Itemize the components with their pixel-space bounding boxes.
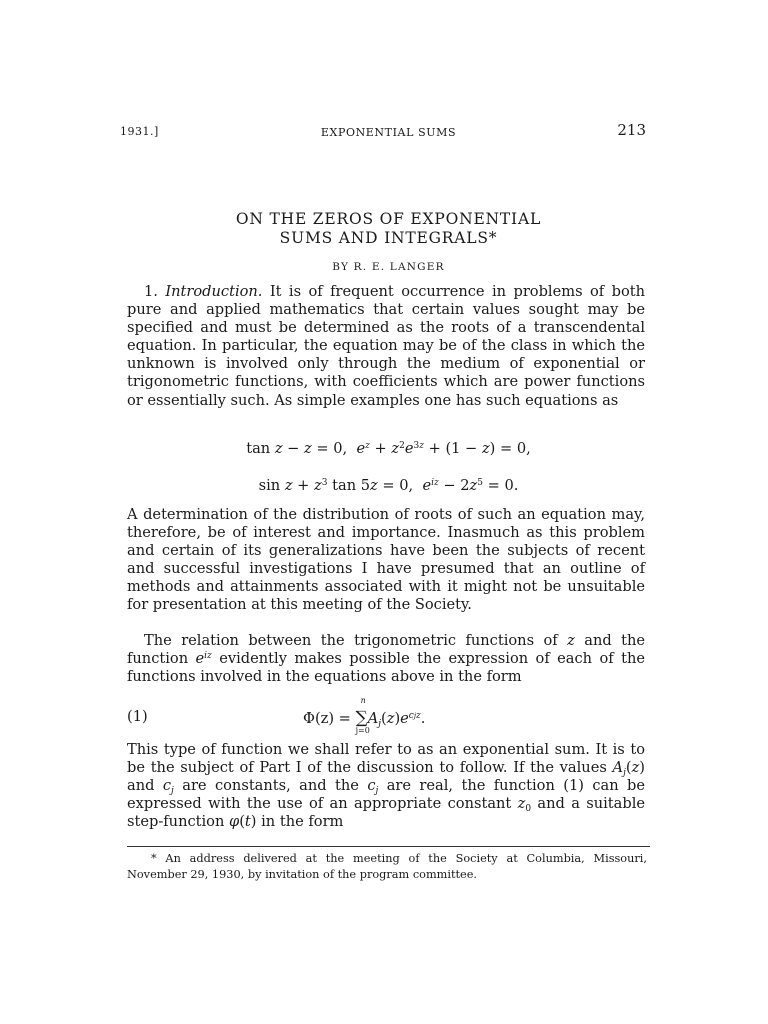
equation-number: (1) (127, 708, 148, 725)
intro-paragraph (127, 283, 645, 410)
footnote-rule (127, 846, 650, 847)
author-byline: BY R. E. LANGER (332, 261, 445, 273)
article-title (127, 210, 650, 248)
summation-sign: ∑ n j=0 (355, 696, 370, 735)
equation-1 (127, 696, 650, 738)
section-number: 1. (144, 283, 158, 300)
example-equations-line-2: $\sin z + z^3$ tan 5z = 0, $e^{iz} - 2z^5 = 0$. (258, 477, 519, 494)
running-title: EXPONENTIAL SUMS (320, 126, 457, 139)
paragraph-relation: The relation between the trigonometric functions of z and the function $e^{iz}$ evidently makes possible the expression of each of the functions involved in the equations above in the form (127, 632, 646, 686)
page-number: 213 (617, 121, 646, 139)
section-heading: Introduction. (165, 283, 263, 300)
volume-year: 1931.] (120, 125, 159, 138)
title-line-1: ON THE ZEROS OF EXPONENTIAL (235, 210, 542, 228)
intro-text: It is of frequent occurrence in problems of both pure and applied mathematics that certain values sought may be specified and must be determined as the roots of a transcendental equation. In particular, the equation may be of the class in which the unknown is involved only through the medium of exponential or trigonometric functions, with coefficients which are power functions or essentially such. As simple examples one has such equations as (127, 283, 646, 409)
paragraph-distribution: A determination of the distribution of roots of such an equation may, therefore, be of interest and importance. Inasmuch as this problem and certain of its generalizations have been the subjects of recent and successful investigations I have presumed that an outline of methods and attainments associated with it might not be unsuitable for presentation at this meeting of the Society. (127, 506, 645, 614)
running-head (120, 121, 650, 142)
footnote: * An address delivered at the meeting of the Society at Columbia, Missouri, November 29, 1930, by invitation of the program committee. (127, 852, 647, 881)
paragraph-exponential-sum: This type of function we shall refer to as an exponential sum. It is to be the subject of Part I of the discussion to follow. If the values $A_j(z)$ and $c_j$ are constants, and the $c_j$ are real, the function (1) can be expressed with the use of an appropriate constant $z_0$ and a suitable step-function φ(t) in the form (127, 741, 646, 831)
equation-lhs: Φ(z) = (303, 710, 351, 727)
equation-body: Φ(z) = ∑ n j=0 $A_j(z)e^{cjz}$. (303, 696, 426, 735)
example-equations-line-1: tan z − z = 0, $e^z + z^2e^{3z} + (1 - z) = 0$, (246, 440, 531, 457)
title-line-2: SUMS AND INTEGRALS* (279, 229, 498, 247)
